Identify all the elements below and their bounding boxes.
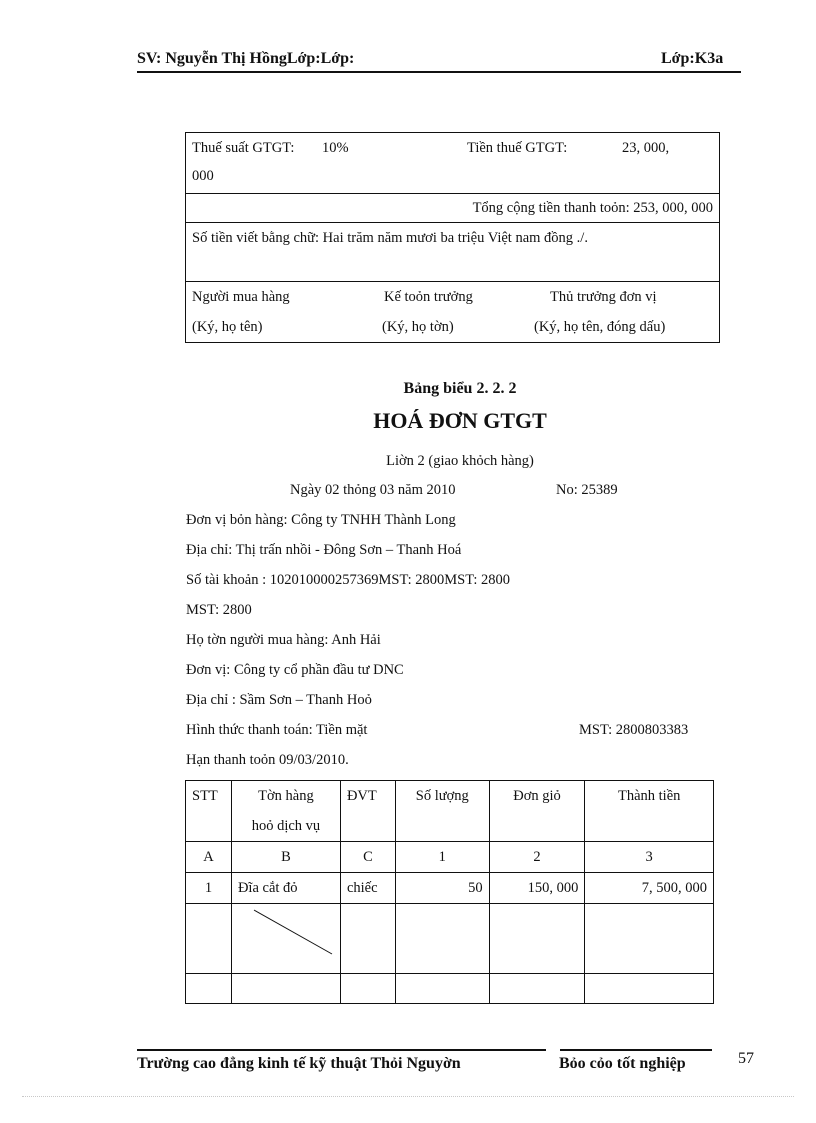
code-cell: 3: [585, 842, 714, 873]
row-price: 150, 000: [489, 873, 585, 904]
invoice-copy: Liờn 2 (giao khỏch hàng): [386, 453, 534, 469]
row-unit: chiếc: [340, 873, 395, 904]
account-number: Số tài khoản : 102010000257369MST: 2800MST: 2800: [186, 572, 511, 588]
footer-school: Trường cao đẳng kinh tế kỹ thuật Thỏi Nguyờn: [137, 1055, 461, 1072]
total-row: [186, 194, 720, 223]
col-header-name-line1: Tờn hàng: [258, 788, 314, 804]
footer-rule-left: [137, 1049, 546, 1051]
buyer-address: Địa chỉ : Sầm Sơn – Thanh Hoỏ: [186, 692, 372, 708]
code-cell: C: [340, 842, 395, 873]
row-stt: 1: [186, 873, 232, 904]
tax-row: [186, 133, 720, 194]
invoice-summary-table: [185, 132, 720, 343]
seller-mst: MST: 2800: [186, 602, 252, 618]
col-header-qty: Số lượng: [395, 781, 489, 842]
buyer-mst: MST: 2800803383: [579, 722, 689, 738]
col-header-name: [231, 781, 340, 842]
table-row-empty: [186, 974, 714, 1004]
seller: Đơn vị bỏn hàng: Công ty TNHH Thành Long: [186, 512, 456, 528]
payment-method: Hình thức thanh toán: Tiền mặt: [186, 722, 368, 738]
signer-director-role: Thủ trưởng đơn vị: [550, 289, 657, 305]
buyer-unit: Đơn vị: Công ty cổ phần đầu tư DNC: [186, 662, 404, 678]
diagonal-line: [232, 904, 340, 962]
page-bottom-dotline: [22, 1096, 794, 1097]
tax-rate-label: Thuế suất GTGT:: [192, 140, 295, 156]
col-header-unit: ĐVT: [340, 781, 395, 842]
invoice-caption: Bảng biểu 2. 2. 2: [403, 380, 517, 397]
col-header-price: Đơn giỏ: [489, 781, 585, 842]
code-cell: B: [231, 842, 340, 873]
buyer-name: Họ tờn người mua hàng: Anh Hải: [186, 632, 381, 648]
invoice-number: No: 25389: [556, 482, 618, 498]
amount-in-words: Số tiền viết bằng chữ: Hai trăm năm mươi ba triệu Việt nam đồng ./.: [186, 223, 720, 282]
table-row-empty: [186, 904, 714, 974]
code-cell: A: [186, 842, 232, 873]
row-qty: 50: [395, 873, 489, 904]
signer-buyer-note: (Ký, họ tên): [192, 319, 263, 335]
table-code-row: [186, 842, 714, 873]
footer-rule-right: [560, 1049, 712, 1051]
footer-report: Bỏo cỏo tốt nghiệp: [559, 1055, 686, 1072]
table-header-row: [186, 781, 714, 842]
table-row: [186, 873, 714, 904]
invoice-date: Ngày 02 thỏng 03 năm 2010: [290, 482, 456, 498]
due-date: Hạn thanh toỏn 09/03/2010.: [186, 752, 349, 768]
seller-address: Địa chỉ: Thị trấn nhồi - Đông Sơn – Thanh Hoá: [186, 542, 462, 558]
code-cell: 1: [395, 842, 489, 873]
signature-row: [186, 282, 720, 343]
code-cell: 2: [489, 842, 585, 873]
col-header-amount: Thành tiền: [585, 781, 714, 842]
col-header-name-line2: hoỏ dịch vụ: [251, 818, 321, 834]
signer-director-note: (Ký, họ tên, đóng dấu): [534, 319, 666, 335]
signer-buyer-role: Người mua hàng: [192, 289, 290, 305]
header-student: SV: Nguyễn Thị HồngLớp:Lớp:: [137, 50, 355, 67]
tax-rate-value: 10%: [322, 140, 349, 156]
header-rule: [137, 71, 741, 73]
tax-amount-label: Tiền thuế GTGT:: [467, 140, 568, 156]
col-header-stt: STT: [186, 781, 232, 842]
tax-amount-value: 23, 000,: [622, 140, 670, 156]
items-table: [185, 780, 714, 1004]
signer-accountant-role: Kế toỏn trưởng: [384, 289, 473, 305]
page-number: 57: [738, 1050, 754, 1067]
signer-accountant-note: (Ký, họ tờn): [382, 319, 454, 335]
in-words-row: [186, 223, 720, 282]
tax-amount-cont: 000: [192, 168, 214, 184]
row-amount: 7, 500, 000: [585, 873, 714, 904]
header-class: Lớp:K3a: [661, 50, 724, 67]
diagonal-strike: [231, 904, 340, 974]
row-item-name: Đĩa cắt đỏ: [231, 873, 340, 904]
total-amount: Tổng cộng tiền thanh toỏn: 253, 000, 000: [186, 194, 720, 223]
invoice-title: HOÁ ĐƠN GTGT: [373, 408, 547, 433]
